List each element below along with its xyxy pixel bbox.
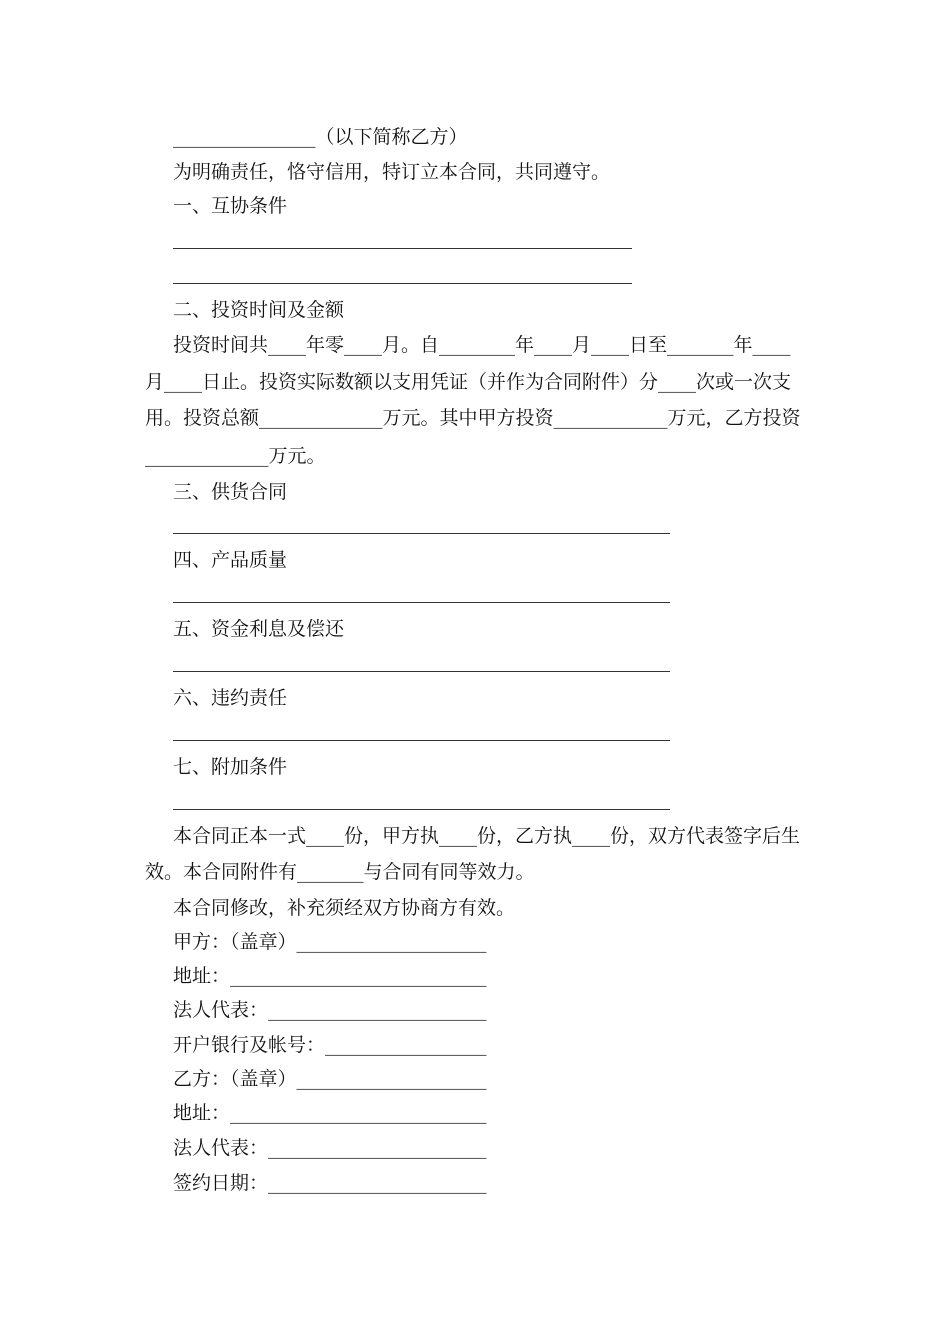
blank-line [173, 809, 670, 810]
section-7-title: 七、附加条件 [173, 756, 288, 778]
section-1-title: 一、互协条件 [173, 195, 288, 217]
blank-line [173, 740, 670, 741]
party-b-line: _______________（以下简称乙方） [173, 126, 468, 148]
party-b-legal-rep-field: 法人代表：_______________________ [173, 1137, 487, 1159]
section-2-paragraph-line-3: 用。投资总额_____________万元。其中甲方投资____________万元，乙方投资 [145, 407, 801, 429]
blank-line [173, 602, 670, 603]
copies-paragraph-line-2: 效。本合同附件有_______与合同有同等效力。 [145, 861, 535, 883]
blank-line [173, 283, 632, 284]
copies-paragraph-line-1: 本合同正本一式____份，甲方执____份，乙方执____份，双方代表签字后生 [173, 825, 801, 847]
blank-line [173, 533, 670, 534]
intro-text: 为明确责任，恪守信用，特订立本合同，共同遵守。 [173, 161, 611, 183]
amendment-text: 本合同修改，补充须经双方协商方有效。 [173, 897, 516, 919]
section-6-title: 六、违约责任 [173, 687, 288, 709]
section-3-title: 三、供货合同 [173, 481, 288, 503]
bank-account-field: 开户银行及帐号：_________________ [173, 1034, 487, 1056]
section-4-title: 四、产品质量 [173, 549, 288, 571]
party-a-seal-field: 甲方：（盖章）____________________ [173, 931, 487, 953]
signing-date-field: 签约日期：_______________________ [173, 1172, 487, 1194]
section-2-paragraph-line-4: _____________万元。 [145, 445, 326, 467]
section-2-paragraph-line-2: 月____日止。投资实际数额以支用凭证（并作为合同附件）分____次或一次支 [145, 371, 792, 393]
section-2-paragraph-line-1: 投资时间共____年零____月。自________年____月____日至_______年____ [173, 334, 791, 356]
party-a-legal-rep-field: 法人代表：_______________________ [173, 999, 487, 1021]
blank-line [173, 671, 670, 672]
party-b-address-field: 地址：___________________________ [173, 1102, 487, 1124]
party-b-seal-field: 乙方：（盖章）____________________ [173, 1068, 487, 1090]
section-5-title: 五、资金利息及偿还 [173, 618, 345, 640]
blank-line [173, 248, 632, 249]
section-2-title: 二、投资时间及金额 [173, 299, 345, 321]
party-a-address-field: 地址：___________________________ [173, 965, 487, 987]
